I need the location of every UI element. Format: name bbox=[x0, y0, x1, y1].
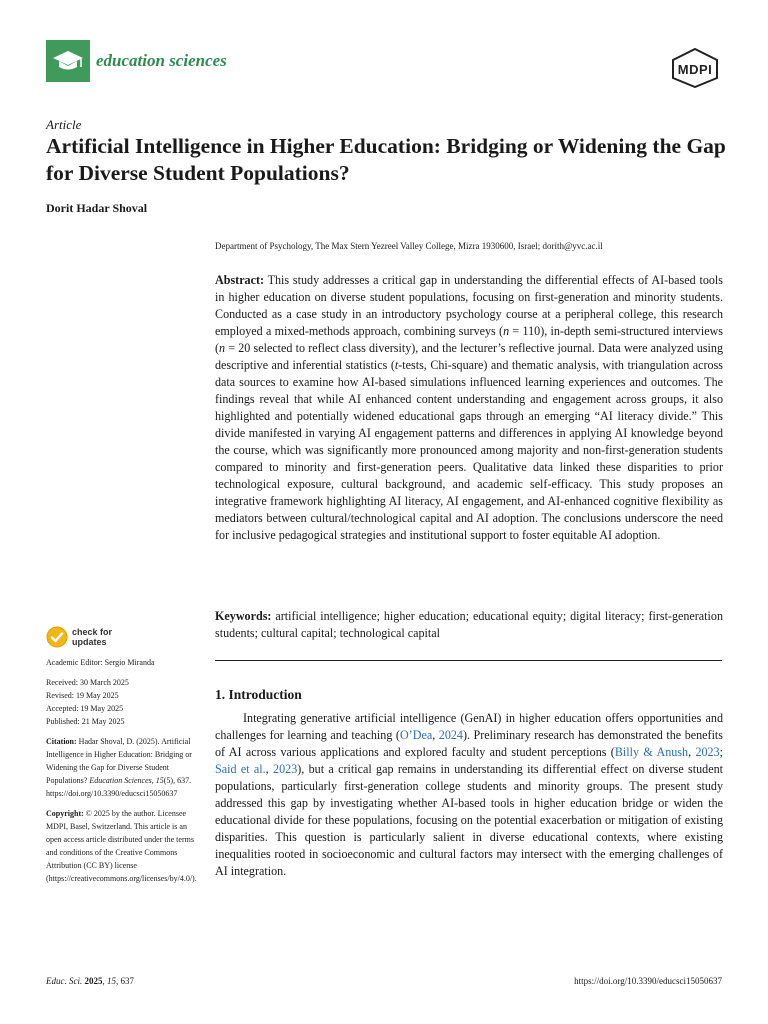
citation-label: Citation: bbox=[46, 737, 77, 746]
keywords bbox=[215, 608, 723, 642]
abstract-text-1: This study addresses a critical gap in understanding the differential effects of AI-based tools in higher education on diverse student populations, focusing on first-generation and minority students. Conducted as a case study in an introductory psychology course at a peripheral college, this research employed a mixed-methods approach, combining surveys ( bbox=[215, 273, 723, 338]
citation-block bbox=[46, 735, 198, 800]
abstract-label: Abstract: bbox=[215, 273, 265, 287]
abstract-t-italic: t bbox=[394, 358, 399, 372]
graduation-cap-icon bbox=[52, 49, 84, 73]
intro-text-1: Integrating generative artificial intelligence (GenAI) in higher education offers opportunities and challenges for learning and teaching ( bbox=[215, 711, 723, 742]
abstract bbox=[215, 272, 723, 544]
intro-sep-3: ; bbox=[719, 745, 724, 759]
check-for-updates-label bbox=[72, 627, 112, 647]
intro-sep-4: , bbox=[265, 762, 274, 776]
abstract-text-4: -tests, Chi-square) and thematic analysis, with triangulation across data sources to examine how AI-based simulations influenced learning experiences and outcomes. The findings reveal that while AI enhanced content understanding and engagement across groups, it also highlighted and potentially widened educational gaps through an emerging “AI literacy divide.” This divide manifested in varying AI engagement patterns and differences in applying AI knowledge beyond the course, which was significantly more pronounced among majority and non-first-generation students compared to minority and first-generation peers. Qualitative data linked these disparities to prior technological exposure, cultural background, and academic self-efficacy. This study proposes an integrative framework highlighting AI literacy, AI engagement, and AI-enhanced cognitive flexibility as mediators between cultural/technological capital and AI adoption. The conclusions underscore the need for inclusive pedagogical strategies and institutional support to foster equitable AI adoption. bbox=[215, 358, 723, 542]
article-type: Article bbox=[46, 117, 82, 132]
abstract-text-3: = 20 selected to reflect class diversity), and the lecturer’s reflective journal. Data were analyzed using descriptive and inferential statistics ( bbox=[215, 341, 723, 372]
footer-year: 2025 bbox=[82, 976, 103, 986]
footer-citation bbox=[46, 976, 134, 986]
date-accepted: Accepted: 19 May 2025 bbox=[46, 704, 124, 713]
footer-doi-link[interactable]: https://doi.org/10.3390/educsci15050637 bbox=[574, 976, 722, 986]
copyright-text: © 2025 by the author. Licensee MDPI, Basel, Switzerland. This article is an open access article distributed under the terms and conditions of the Creative Commons Attribution (CC BY) license (https://creativecommons.org/licenses/by/4.0/). bbox=[46, 809, 197, 883]
date-received: Received: 30 March 2025 bbox=[46, 678, 129, 687]
check-line-2: updates bbox=[72, 637, 107, 647]
check-line-1: check for bbox=[72, 627, 113, 637]
citation-link-odea-year[interactable]: 2024 bbox=[438, 728, 463, 742]
author-name[interactable]: Dorit Hadar Shoval bbox=[46, 201, 148, 215]
author-affiliation: Department of Psychology, The Max Stern Yezreel Valley College, Mizra 1930600, Israel; dorith@yvc.ac.il bbox=[215, 241, 603, 251]
abstract-n-1: n bbox=[503, 324, 510, 338]
footer-journal-abbrev: Educ. Sci. bbox=[46, 976, 83, 986]
journal-logo bbox=[46, 40, 90, 82]
footer-volume: , 15 bbox=[102, 976, 116, 986]
introduction-paragraph bbox=[215, 710, 723, 880]
citation-link-said[interactable]: Said et al. bbox=[215, 762, 266, 776]
section-heading-introduction: 1. Introduction bbox=[215, 687, 302, 702]
intro-sep-1: , bbox=[432, 728, 439, 742]
citation-journal: Education Sciences bbox=[89, 776, 152, 785]
journal-header bbox=[46, 40, 726, 84]
publisher-name: MDPI bbox=[677, 62, 713, 77]
academic-editor: Academic Editor: Sergio Miranda bbox=[46, 658, 155, 667]
intro-text-3: ), but a critical gap remains in understanding its differential effect on diverse student populations, particularly first-generation college students and minority groups. The present study addressed this gap by investigating whether AI-based tools in higher education bridge or widen the educational divide for these populations, focusing on the potential exacerbation or mitigation of existing disparities. This question is particularly salient in diverse educational contexts, where existing inequalities rooted in socioeconomic and cultural factors may intersect with the emerging challenges of AI integration. bbox=[215, 762, 723, 878]
citation-link-billy[interactable]: Billy & Anush bbox=[614, 745, 689, 759]
keywords-text: artificial intelligence; higher education; educational equity; digital literacy; first-generation students; cultural capital; technological capital bbox=[215, 609, 723, 640]
citation-link-said-year[interactable]: 2023 bbox=[273, 762, 298, 776]
footer-article-number: , 637 bbox=[116, 976, 134, 986]
abstract-n-2: n bbox=[219, 341, 226, 355]
mdpi-logo bbox=[670, 48, 720, 88]
section-divider bbox=[215, 660, 722, 661]
intro-sep-2: , bbox=[688, 745, 696, 759]
keywords-label: Keywords: bbox=[215, 609, 272, 623]
check-badge-icon bbox=[46, 626, 68, 648]
citation-link-odea[interactable]: O’Dea bbox=[399, 728, 433, 742]
citation-volume: , 15 bbox=[151, 776, 164, 785]
article-info-sidebar bbox=[46, 656, 198, 885]
citation-text: Hadar Shoval, D. (2025). Artificial Intelligence in Higher Education: Bridging or Widening the Gap for Diverse Student Populations? bbox=[46, 737, 192, 785]
citation-link-billy-year[interactable]: 2023 bbox=[695, 745, 720, 759]
citation-rest[interactable]: (5), 637. https://doi.org/10.3390/educsci15050637 bbox=[46, 776, 192, 798]
copyright-block bbox=[46, 807, 198, 885]
abstract-text-2: = 110), in-depth semi-structured interviews ( bbox=[215, 324, 724, 355]
copyright-label: Copyright: bbox=[46, 809, 84, 818]
article-title: Artificial Intelligence in Higher Education: Bridging or Widening the Gap for Diverse Student Populations? bbox=[46, 134, 726, 185]
date-revised: Revised: 19 May 2025 bbox=[46, 691, 119, 700]
journal-name: education sciences bbox=[96, 51, 227, 70]
intro-text-2: ). Preliminary research has demonstrated the benefits of AI across various applications and explored faculty and student perceptions ( bbox=[215, 728, 723, 759]
date-published: Published: 21 May 2025 bbox=[46, 717, 125, 726]
check-for-updates-button[interactable] bbox=[46, 626, 166, 650]
